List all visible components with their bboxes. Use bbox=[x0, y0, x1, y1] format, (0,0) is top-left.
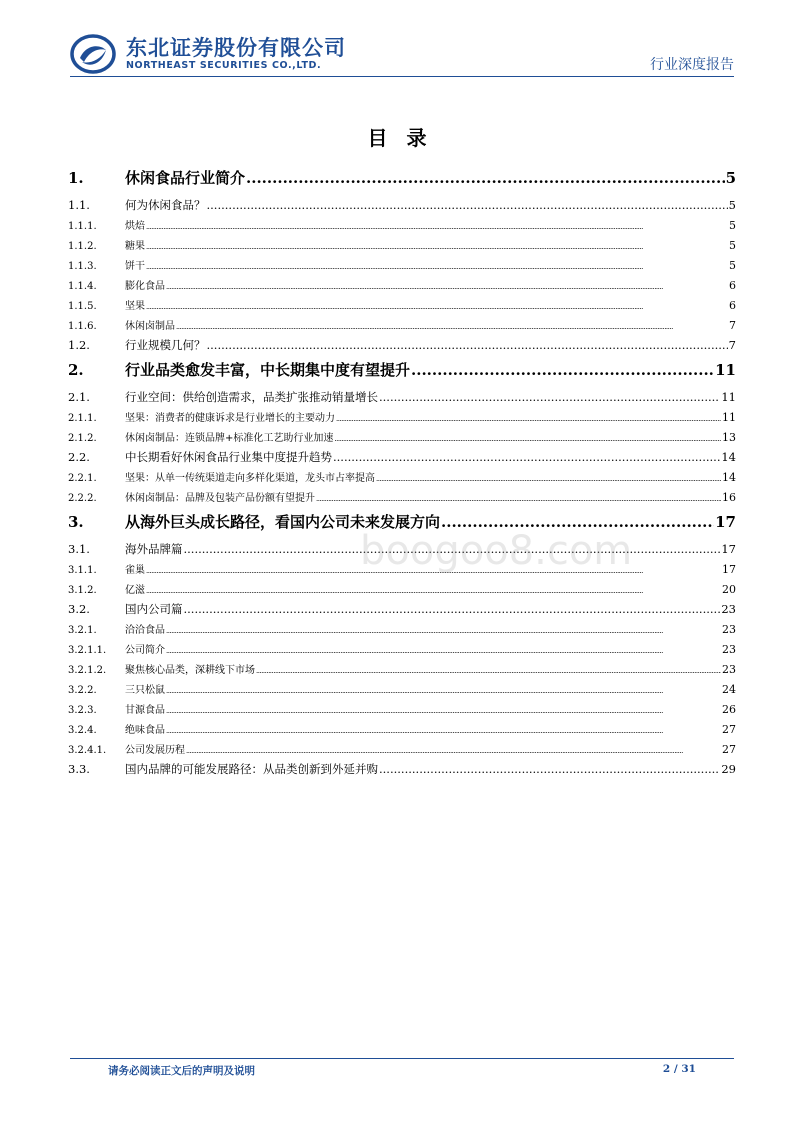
toc-entry-number: 1.1.2. bbox=[68, 241, 97, 252]
toc-entry-page: 5 bbox=[729, 259, 736, 272]
toc-dot-leader bbox=[166, 647, 721, 655]
report-type-label: 行业深度报告 bbox=[650, 57, 734, 73]
toc-entry-number: 3.3. bbox=[68, 762, 90, 776]
toc-entry-page: 7 bbox=[728, 338, 736, 352]
toc-entry-number: 3.2.3. bbox=[68, 705, 97, 716]
toc-entry[interactable] bbox=[68, 317, 736, 337]
toc-dot-leader bbox=[166, 627, 721, 635]
toc-entry-page: 14 bbox=[722, 471, 736, 484]
toc-entry-page: 17 bbox=[721, 542, 736, 556]
toc-entry[interactable] bbox=[68, 237, 736, 257]
toc-entry[interactable] bbox=[68, 359, 736, 381]
toc-entry[interactable] bbox=[68, 489, 736, 509]
toc-entry-page: 5 bbox=[729, 219, 736, 232]
toc-entry-title: 休闲卤制品 bbox=[125, 321, 175, 332]
toc-entry[interactable] bbox=[68, 277, 736, 297]
toc-dot-leader bbox=[207, 338, 728, 352]
toc-entry-title: 糖果 bbox=[125, 241, 145, 252]
toc-entry-number: 1.1.6. bbox=[68, 321, 97, 332]
toc-dot-leader bbox=[379, 390, 720, 404]
toc-entry[interactable] bbox=[68, 661, 736, 681]
toc-entry-page: 23 bbox=[722, 643, 736, 656]
toc-dot-leader bbox=[166, 727, 721, 735]
toc-entry-number: 3.2.1.2. bbox=[68, 665, 107, 676]
toc-entry-title: 休闲卤制品：连锁品牌+标准化工艺助行业加速 bbox=[125, 433, 334, 444]
toc-entry-page: 23 bbox=[721, 602, 736, 616]
toc-dot-leader bbox=[336, 415, 721, 423]
toc-entry-page: 6 bbox=[729, 279, 736, 292]
toc-entry-page: 23 bbox=[722, 623, 736, 636]
toc-entry[interactable] bbox=[68, 641, 736, 661]
toc-entry[interactable] bbox=[68, 721, 736, 741]
toc-entry[interactable] bbox=[68, 217, 736, 237]
toc-dot-leader bbox=[186, 747, 721, 755]
toc-entry-number: 3.2.1. bbox=[68, 625, 97, 636]
toc-dot-leader bbox=[184, 602, 721, 616]
toc-entry-title: 饼干 bbox=[125, 261, 145, 272]
report-header bbox=[70, 28, 734, 78]
toc-entry-number: 3.1.2. bbox=[68, 585, 97, 596]
toc-entry[interactable] bbox=[68, 429, 736, 449]
toc-entry[interactable] bbox=[68, 257, 736, 277]
toc-entry-title: 坚果 bbox=[125, 301, 145, 312]
toc-entry-page: 20 bbox=[722, 583, 736, 596]
toc-entry[interactable] bbox=[68, 297, 736, 317]
toc-entry-title: 烘焙 bbox=[125, 221, 145, 232]
toc-dot-leader bbox=[146, 303, 728, 311]
toc-entry-number: 1.1.4. bbox=[68, 281, 97, 292]
toc-entry-page: 23 bbox=[722, 663, 736, 676]
toc-entry-number: 3.2. bbox=[68, 602, 90, 616]
toc-dot-leader bbox=[256, 667, 721, 675]
toc-entry[interactable] bbox=[68, 449, 736, 469]
toc-dot-leader bbox=[176, 323, 728, 331]
toc-entry-title: 行业规模几何？ bbox=[125, 338, 206, 352]
toc-entry-page: 14 bbox=[721, 450, 736, 464]
toc-entry-title: 雀巢 bbox=[125, 565, 145, 576]
toc-entry-title: 公司简介 bbox=[125, 645, 165, 656]
toc-entry-number: 3. bbox=[68, 513, 84, 531]
toc-dot-leader bbox=[166, 687, 721, 695]
toc-dot-leader bbox=[166, 707, 721, 715]
toc-entry[interactable] bbox=[68, 337, 736, 357]
toc-entry[interactable] bbox=[68, 621, 736, 641]
toc-entry-number: 1. bbox=[68, 169, 84, 187]
toc-entry-page: 5 bbox=[729, 239, 736, 252]
company-name-cn: 东北证券股份有限公司 bbox=[126, 36, 346, 60]
toc-entry-title: 中长期看好休闲食品行业集中度提升趋势 bbox=[125, 450, 332, 464]
toc-dot-leader bbox=[146, 243, 728, 251]
toc-entry-title: 休闲食品行业简介 bbox=[125, 169, 246, 187]
toc-dot-leader bbox=[166, 283, 728, 291]
toc-dot-leader bbox=[379, 762, 720, 776]
company-name-en: NORTHEAST SECURITIES CO.,LTD. bbox=[126, 60, 322, 71]
toc-entry[interactable] bbox=[68, 701, 736, 721]
toc-entry[interactable] bbox=[68, 681, 736, 701]
toc-entry-page: 29 bbox=[721, 762, 736, 776]
toc-entry-number: 2.1.1. bbox=[68, 413, 97, 424]
toc-entry-number: 3.2.4.1. bbox=[68, 745, 107, 756]
toc-entry[interactable] bbox=[68, 389, 736, 409]
toc-entry-number: 2.2.2. bbox=[68, 493, 97, 504]
toc-entry-page: 5 bbox=[725, 169, 736, 187]
toc-entry-title: 国内公司篇 bbox=[125, 602, 183, 616]
toc-dot-leader bbox=[334, 435, 721, 443]
toc-entry-number: 1.1. bbox=[68, 198, 90, 212]
toc-entry-title: 行业空间：供给创造需求，品类扩张推动销量增长 bbox=[125, 390, 378, 404]
toc-entry-title: 膨化食品 bbox=[125, 281, 165, 292]
toc-entry-title: 国内品牌的可能发展路径：从品类创新到外延并购 bbox=[125, 762, 378, 776]
toc-entry-title: 海外品牌篇 bbox=[125, 542, 183, 556]
toc-entry-page: 17 bbox=[722, 563, 736, 576]
toc-entry-number: 1.1.3. bbox=[68, 261, 97, 272]
toc-entry-title: 坚果：消费者的健康诉求是行业增长的主要动力 bbox=[125, 413, 335, 424]
toc-entry[interactable] bbox=[68, 761, 736, 781]
toc-entry-page: 5 bbox=[728, 198, 736, 212]
toc-entry-number: 2. bbox=[68, 361, 84, 379]
toc-entry-title: 洽洽食品 bbox=[125, 625, 165, 636]
toc-entry[interactable] bbox=[68, 469, 736, 489]
toc-entry-number: 2.1. bbox=[68, 390, 90, 404]
toc-dot-leader bbox=[333, 450, 720, 464]
toc-entry-page: 13 bbox=[722, 431, 736, 444]
toc-entry-title: 行业品类愈发丰富，中长期集中度有望提升 bbox=[125, 361, 411, 379]
toc-entry-number: 2.2. bbox=[68, 450, 90, 464]
toc-entry-page: 27 bbox=[722, 743, 736, 756]
toc-entry-title: 甘源食品 bbox=[125, 705, 165, 716]
toc-entry-title: 绝味食品 bbox=[125, 725, 165, 736]
watermark: boogoo8.com bbox=[360, 528, 633, 574]
toc-entry[interactable] bbox=[68, 167, 736, 189]
toc-dot-leader bbox=[411, 361, 714, 379]
toc-entry-page: 17 bbox=[715, 513, 736, 531]
toc-entry-page: 27 bbox=[722, 723, 736, 736]
footer-divider bbox=[70, 1058, 734, 1059]
toc-entry[interactable] bbox=[68, 581, 736, 601]
toc-entry-title: 公司发展历程 bbox=[125, 745, 185, 756]
company-logo-icon bbox=[70, 34, 116, 74]
header-divider bbox=[70, 76, 734, 77]
toc-entry-number: 3.2.4. bbox=[68, 725, 97, 736]
toc-dot-leader bbox=[246, 169, 725, 187]
toc-entry-title: 坚果：从单一传统渠道走向多样化渠道，龙头市占率提高 bbox=[125, 473, 375, 484]
toc-entry-number: 2.2.1. bbox=[68, 473, 97, 484]
toc-dot-leader bbox=[316, 495, 721, 503]
toc-dot-leader bbox=[207, 198, 728, 212]
toc-entry-number: 3.2.2. bbox=[68, 685, 97, 696]
toc-dot-leader bbox=[376, 475, 721, 483]
footer-page-number: 2 / 31 bbox=[662, 1063, 696, 1075]
toc-entry[interactable] bbox=[68, 197, 736, 217]
toc-entry[interactable] bbox=[68, 601, 736, 621]
toc-dot-leader bbox=[146, 223, 728, 231]
toc-entry-page: 6 bbox=[729, 299, 736, 312]
toc-entry-number: 3.1. bbox=[68, 542, 90, 556]
toc-entry-number: 3.2.1.1. bbox=[68, 645, 107, 656]
toc-entry-page: 11 bbox=[722, 411, 736, 424]
toc-entry-number: 2.1.2. bbox=[68, 433, 97, 444]
toc-entry-page: 16 bbox=[722, 491, 736, 504]
toc-entry-page: 24 bbox=[722, 683, 736, 696]
toc-entry-page: 26 bbox=[722, 703, 736, 716]
toc-entry-page: 11 bbox=[721, 390, 736, 404]
table-of-contents bbox=[68, 165, 736, 781]
toc-entry-number: 1.1.5. bbox=[68, 301, 97, 312]
toc-entry-number: 3.1.1. bbox=[68, 565, 97, 576]
footer-disclaimer: 请务必阅读正文后的声明及说明 bbox=[108, 1065, 255, 1077]
toc-entry-title: 何为休闲食品？ bbox=[125, 198, 206, 212]
toc-dot-leader bbox=[146, 587, 721, 595]
toc-entry-page: 7 bbox=[729, 319, 736, 332]
toc-entry-title: 休闲卤制品：品牌及包装产品份额有望提升 bbox=[125, 493, 315, 504]
toc-entry-title: 亿滋 bbox=[125, 585, 145, 596]
toc-dot-leader bbox=[146, 263, 728, 271]
toc-entry[interactable] bbox=[68, 741, 736, 761]
toc-entry-title: 三只松鼠 bbox=[125, 685, 165, 696]
toc-entry-number: 1.1.1. bbox=[68, 221, 97, 232]
toc-entry-page: 11 bbox=[715, 361, 736, 379]
toc-entry-title: 聚焦核心品类，深耕线下市场 bbox=[125, 665, 255, 676]
toc-entry[interactable] bbox=[68, 409, 736, 429]
toc-title: 目 录 bbox=[367, 126, 433, 150]
toc-entry-title: 从海外巨头成长路径，看国内公司未来发展方向 bbox=[125, 513, 441, 531]
toc-entry-number: 1.2. bbox=[68, 338, 90, 352]
